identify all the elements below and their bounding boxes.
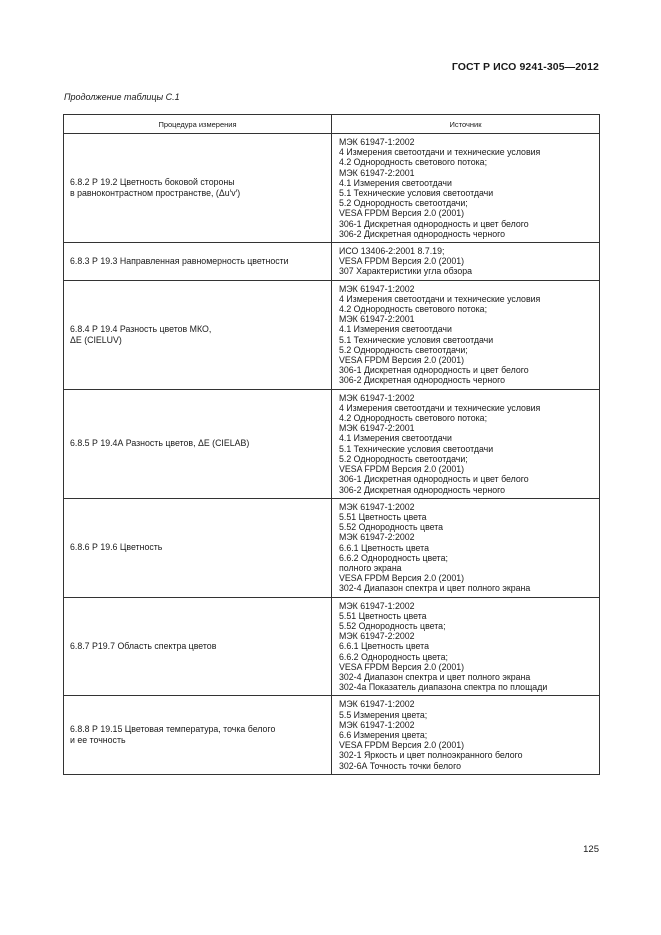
source-line: 4.1 Измерения светоотдачи (339, 324, 452, 335)
procedure-cell (64, 597, 332, 696)
source-line: 5.5 Измерения цвета; (339, 709, 428, 720)
procedure-cell (64, 280, 332, 389)
column-header-procedure: Процедура измерения (64, 115, 332, 134)
source-line: МЭК 61947-2:2001 (339, 167, 415, 178)
source-line: МЭК 61947-1:2002 (339, 392, 415, 403)
table-continuation-label: Продолжение таблицы С.1 (64, 92, 180, 102)
table-row (64, 696, 600, 774)
source-line: 5.2 Однородность светоотдачи; (339, 344, 468, 355)
source-line: 6.6 Измерения цвета; (339, 729, 428, 740)
source-line: 5.1 Технические условия светоотдачи (339, 334, 494, 345)
source-line: 5.51 Цветность цвета (339, 511, 427, 522)
source-line: 306-2 Дискретная однородность черного (339, 228, 506, 239)
source-cell (332, 243, 600, 281)
source-line: 5.1 Технические условия светоотдачи (339, 188, 494, 199)
source-line: 4.2 Однородность светового потока; (339, 413, 488, 424)
source-line: 6.6.2 Однородность цвета; (339, 651, 448, 662)
source-line: 5.1 Технические условия светоотдачи (339, 443, 494, 454)
procedure-cell (64, 389, 332, 498)
procedure-text: 6.8.2 Р 19.2 Цветность боковой стороны (70, 177, 235, 188)
source-line: 4.1 Измерения светоотдачи (339, 177, 452, 188)
source-line: VESA FPDM Версия 2.0 (2001) (339, 256, 465, 267)
source-cell (332, 597, 600, 696)
source-cell (332, 280, 600, 389)
source-line: 302-4а Показатель диапазона спектра по площади (339, 682, 548, 693)
source-line: МЭК 61947-1:2002 (339, 699, 415, 710)
source-line: VESA FPDM Версия 2.0 (2001) (339, 740, 465, 751)
source-line: 5.52 Однородность цвета (339, 522, 444, 533)
table-row (64, 389, 600, 498)
table-row (64, 243, 600, 281)
source-line: 4.2 Однородность светового потока; (339, 157, 488, 168)
measurement-sources-table (63, 114, 600, 775)
source-line: МЭК 61947-1:2002 (339, 137, 415, 147)
procedure-cell (64, 134, 332, 243)
source-line: VESA FPDM Версия 2.0 (2001) (339, 573, 465, 584)
table-header-row (64, 115, 600, 134)
source-line: 5.51 Цветность цвета (339, 610, 427, 621)
procedure-text: ΔE (CIELUV) (70, 334, 122, 345)
source-cell (332, 696, 600, 774)
table-row (64, 280, 600, 389)
source-line: 302-4 Диапазон спектра и цвет полного экрана (339, 583, 531, 594)
source-line: 307 Характеристики угла обзора (339, 266, 473, 277)
source-line: МЭК 61947-2:2001 (339, 423, 415, 434)
procedure-cell (64, 498, 332, 597)
source-line: 302-6А Точность точки белого (339, 760, 461, 771)
procedure-text: и ее точность (70, 735, 126, 746)
source-line: 306-1 Дискретная однородность и цвет белого (339, 474, 529, 485)
document-header: ГОСТ Р ИСО 9241-305—2012 (451, 61, 599, 73)
procedure-text: 6.8.6 Р 19.6 Цветность (70, 542, 163, 553)
table-row (64, 134, 600, 243)
source-cell (332, 389, 600, 498)
source-line: полного экрана (339, 562, 402, 573)
source-line: МЭК 61947-1:2002 (339, 600, 415, 611)
source-line: 4.2 Однородность светового потока; (339, 304, 488, 315)
procedure-text: 6.8.8 Р 19.15 Цветовая температура, точка белого (70, 724, 276, 735)
source-line: 306-2 Дискретная однородность черного (339, 375, 506, 386)
source-line: 306-2 Дискретная однородность черного (339, 484, 506, 495)
source-cell (332, 134, 600, 243)
procedure-text: 6.8.5 Р 19.4А Разность цветов, ΔE (CIELAB) (70, 438, 250, 449)
source-line: 306-1 Дискретная однородность и цвет белого (339, 365, 529, 376)
procedure-cell (64, 696, 332, 774)
source-line: МЭК 61947-2:2002 (339, 631, 415, 642)
source-line: 6.6.1 Цветность цвета (339, 641, 429, 652)
source-line: 4.1 Измерения светоотдачи (339, 433, 452, 444)
procedure-cell (64, 243, 332, 281)
table-row (64, 597, 600, 696)
procedure-text: 6.8.3 Р 19.3 Направленная равномерность цветности (70, 255, 289, 266)
procedure-text: в равноконтрастном пространстве, (Δu′v′) (70, 188, 241, 199)
source-line: МЭК 61947-2:2002 (339, 532, 415, 543)
source-line: ИСО 13406-2:2001 8.7.19; (339, 246, 445, 257)
source-cell (332, 498, 600, 597)
source-line: 4 Измерения светоотдачи и технические условия (339, 402, 541, 413)
source-line: VESA FPDM Версия 2.0 (2001) (339, 208, 465, 219)
table-row (64, 498, 600, 597)
source-line: МЭК 61947-1:2002 (339, 719, 415, 730)
source-line: VESA FPDM Версия 2.0 (2001) (339, 661, 465, 672)
source-line: 302-1 Яркость и цвет полноэкранного белого (339, 750, 523, 761)
source-line: 6.6.1 Цветность цвета (339, 542, 429, 553)
procedure-text: 6.8.7 Р19.7 Область спектра цветов (70, 640, 217, 651)
source-line: 302-4 Диапазон спектра и цвет полного экрана (339, 671, 531, 682)
source-line: 4 Измерения светоотдачи и технические условия (339, 293, 541, 304)
source-line: 4 Измерения светоотдачи и технические условия (339, 147, 541, 158)
source-line: 5.2 Однородность светоотдачи; (339, 453, 468, 464)
source-line: 5.52 Однородность цвета; (339, 620, 446, 631)
page-number: 125 (583, 844, 599, 855)
source-line: 306-1 Дискретная однородность и цвет белого (339, 218, 529, 229)
source-line: 5.2 Однородность светоотдачи; (339, 198, 468, 209)
column-header-source: Источник (332, 115, 600, 134)
source-line: VESA FPDM Версия 2.0 (2001) (339, 464, 465, 475)
source-line: 6.6.2 Однородность цвета; (339, 552, 448, 563)
source-line: VESA FPDM Версия 2.0 (2001) (339, 355, 465, 366)
source-line: МЭК 61947-2:2001 (339, 314, 415, 325)
source-line: МЭК 61947-1:2002 (339, 283, 415, 294)
source-line: МЭК 61947-1:2002 (339, 501, 415, 512)
procedure-text: 6.8.4 Р 19.4 Разность цветов МКО, (70, 323, 212, 334)
